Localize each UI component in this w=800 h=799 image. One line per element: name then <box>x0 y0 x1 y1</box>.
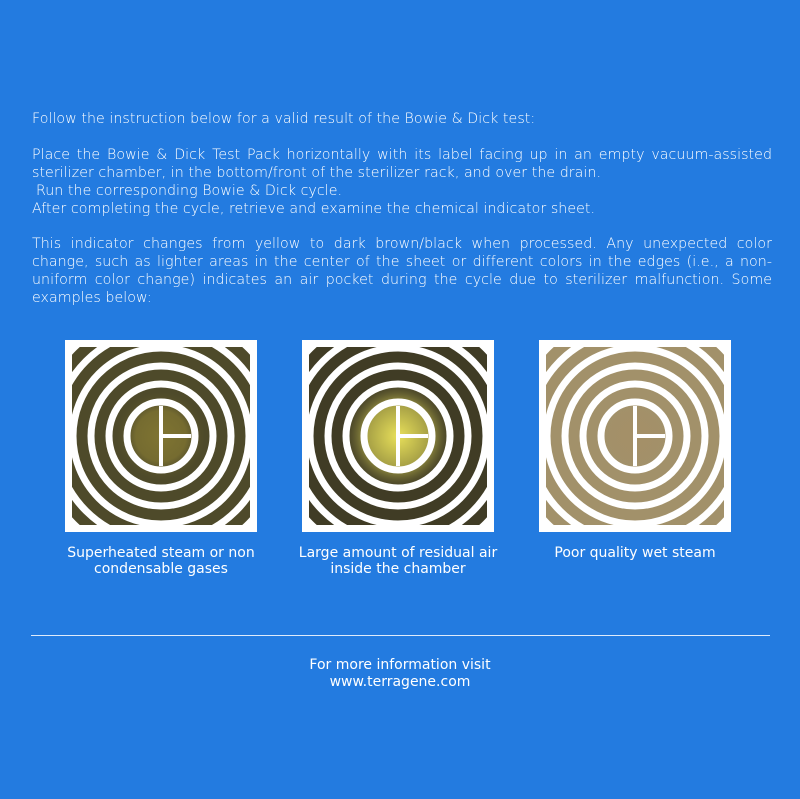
indicator-sheet-graphic <box>302 340 494 532</box>
indicator-description: This indicator changes from yellow to dark brown/black when processed. Any unexpected color change, such as lighter areas in the center of the sheet or different colors in the edges (i.e., a non-uniform color change) indicates an air pocket during the cycle due to sterilizer malfunction. Some examples below: <box>32 236 772 306</box>
example-wet-steam-image <box>539 340 731 532</box>
indicator-sheet-graphic <box>539 340 731 532</box>
placement-instruction: Place the Bowie & Dick Test Pack horizontally with its label facing up in an empty vacuum-assisted sterilizer chamber, in the bottom/front of the sterilizer rack, and over the drain. <box>32 147 772 181</box>
example-superheated-steam-image <box>65 340 257 532</box>
footer-text: For more information visit <box>309 657 491 673</box>
intro-text: Follow the instruction below for a valid result of the Bowie & Dick test: <box>32 111 536 127</box>
indicator-sheet-graphic <box>65 340 257 532</box>
example-caption: Poor quality wet steam <box>554 545 716 561</box>
run-cycle-instruction: Run the corresponding Bowie & Dick cycle. <box>36 183 343 199</box>
example-caption: Large amount of residual air inside the chamber <box>298 545 498 577</box>
example-residual-air-image <box>302 340 494 532</box>
website-link[interactable]: www.terragene.com <box>329 674 471 690</box>
example-caption: Superheated steam or non condensable gases <box>67 545 255 577</box>
divider <box>31 635 770 636</box>
examine-instruction: After completing the cycle, retrieve and examine the chemical indicator sheet. <box>32 201 596 217</box>
